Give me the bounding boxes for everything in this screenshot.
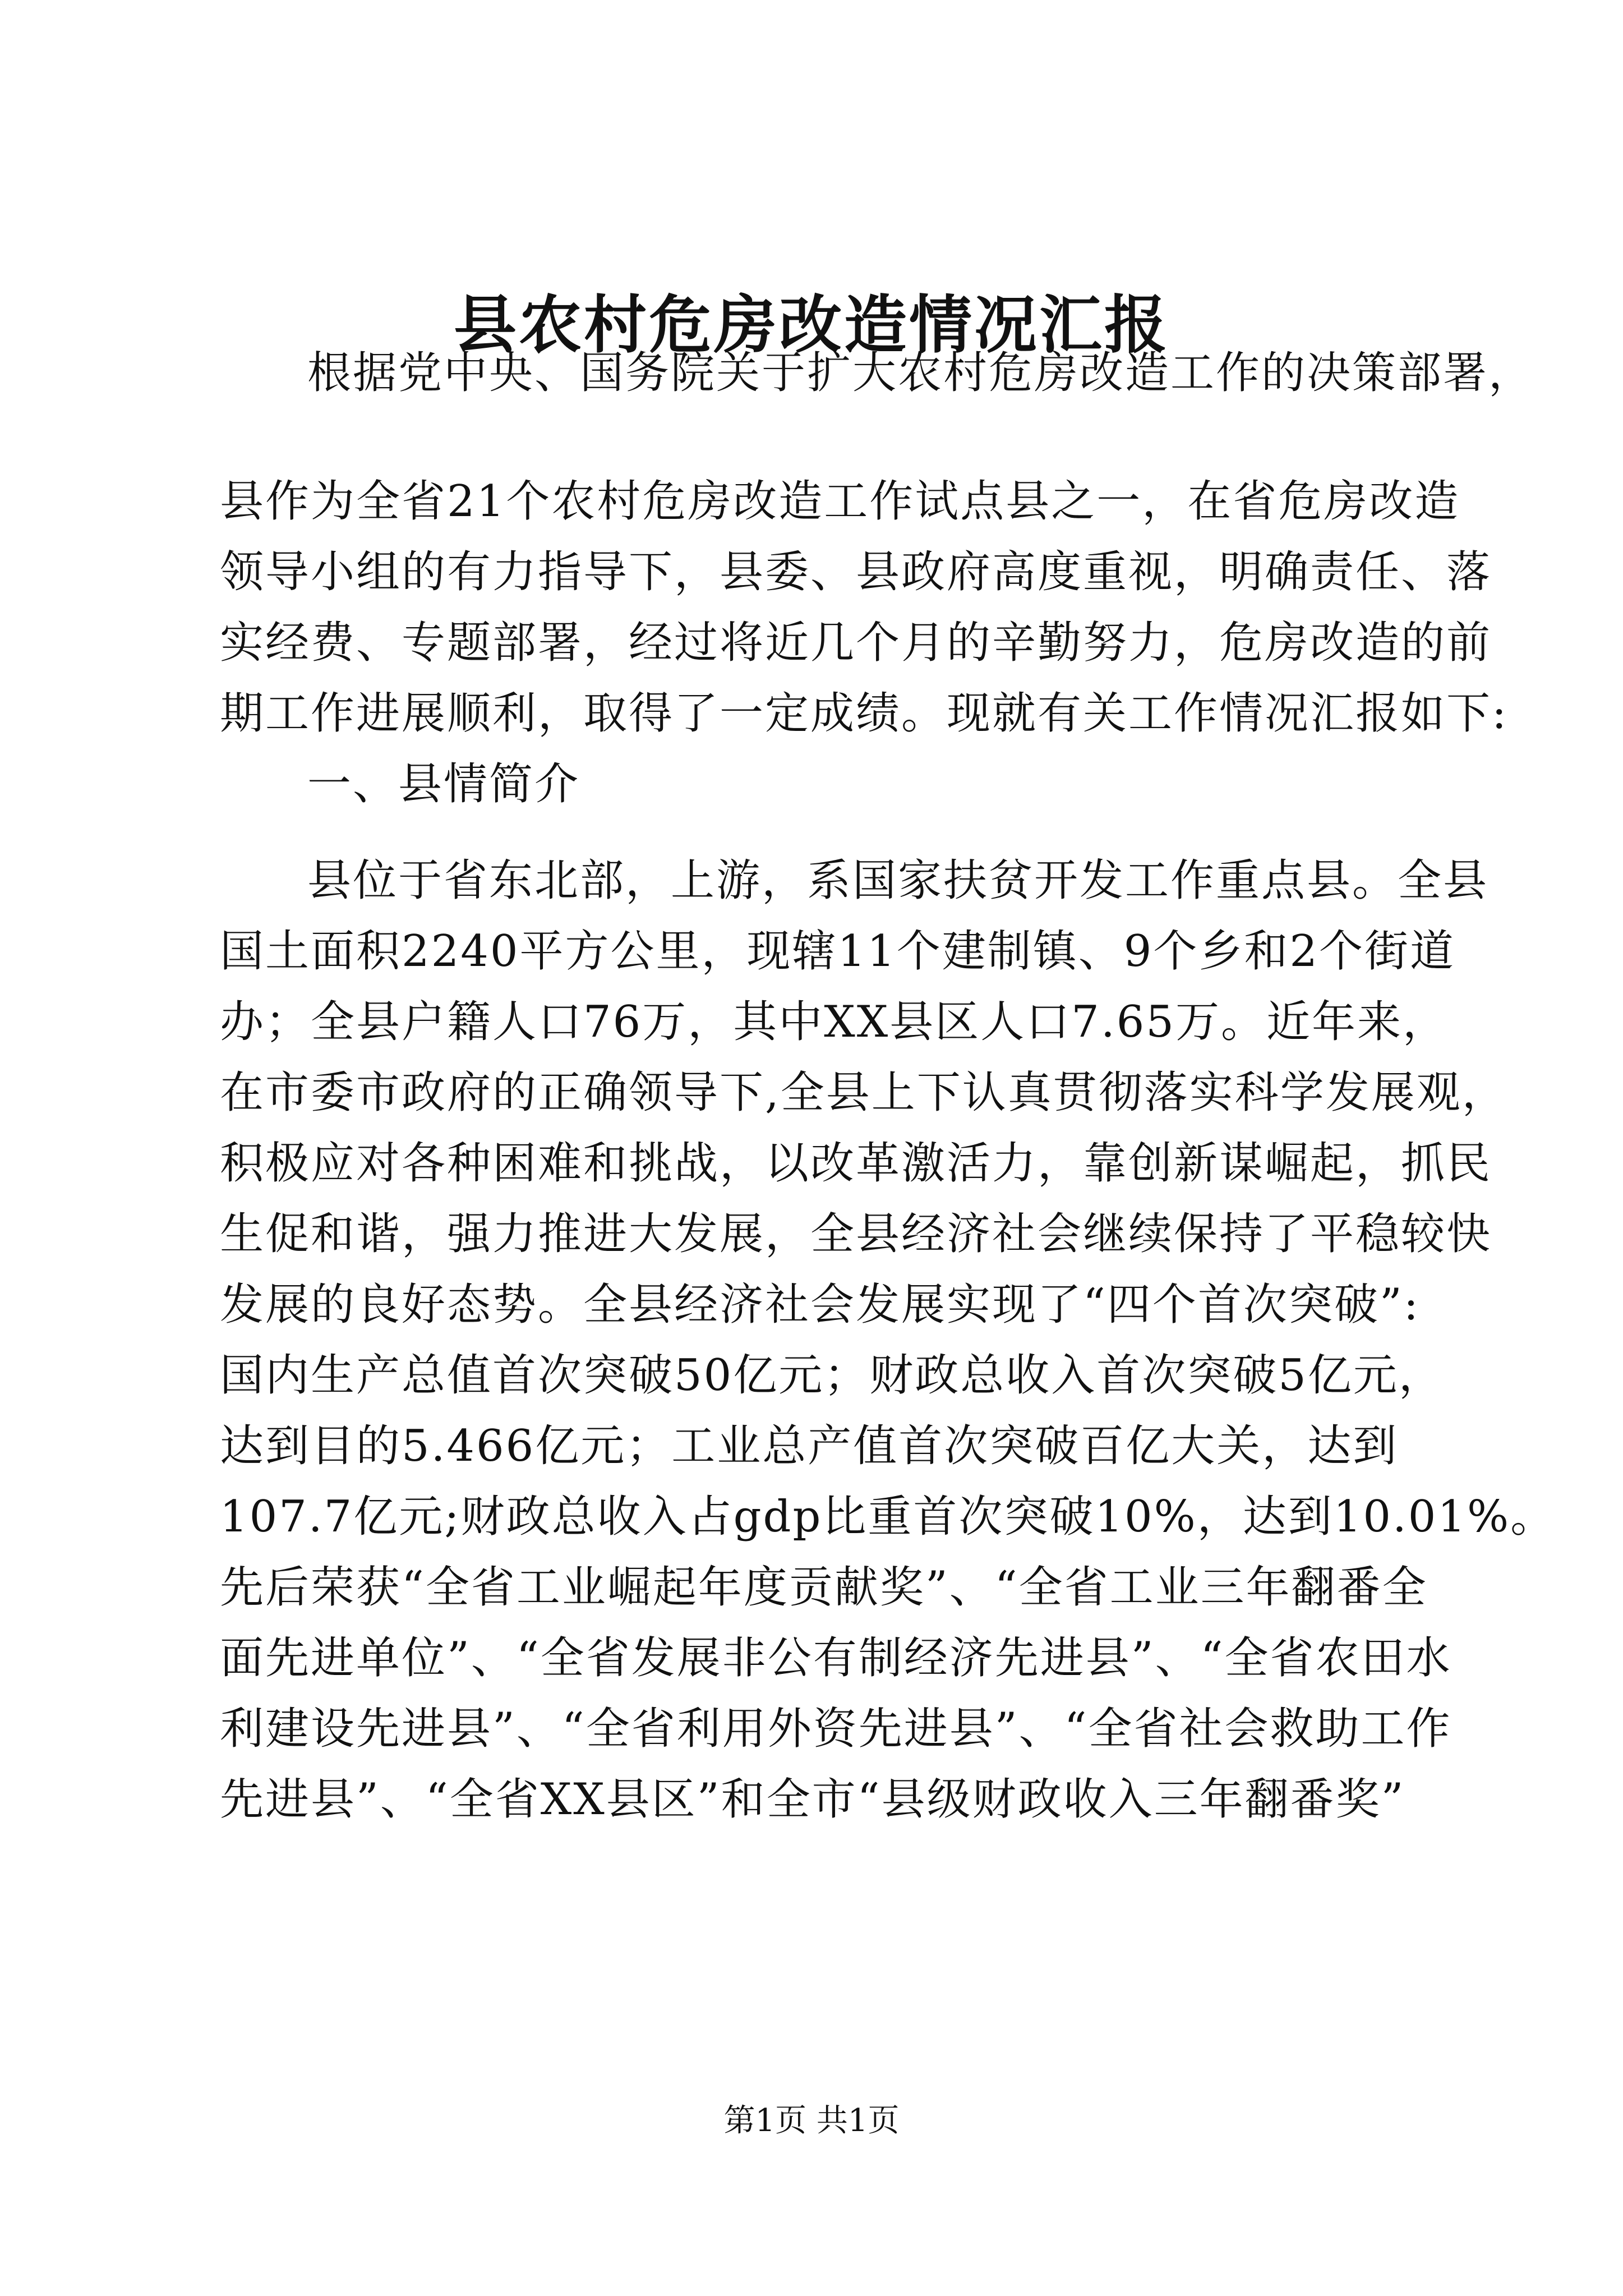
paragraph-line: 先进县”、“全省XX县区”和全市“县级财政收入三年翻番奖” <box>220 1774 1405 1825</box>
paragraph-line: 县作为全省21个农村危房改造工作试点县之一，在省危房改造 <box>220 476 1460 527</box>
paragraph-line: 县位于省东北部，上游，系国家扶贫开发工作重点县。全县 <box>307 855 1489 906</box>
paragraph-line: 达到目的5.466亿元；工业总产值首次突破百亿大关，达到 <box>220 1421 1399 1471</box>
paragraph-line: 发展的良好态势。全县经济社会发展实现了“四个首次突破”: <box>220 1280 1421 1330</box>
paragraph-line: 在市委市政府的正确领导下,全县上下认真贯彻落实科学发展观， <box>220 1068 1507 1118</box>
paragraph-line: 实经费、专题部署，经过将近几个月的辛勤努力，危房改造的前 <box>220 618 1492 668</box>
paragraph-line: 领导小组的有力指导下，县委、县政府高度重视，明确责任、落 <box>220 547 1492 597</box>
paragraph-line: 面先进单位”、“全省发展非公有制经济先进县”、“全省农田水 <box>220 1633 1452 1683</box>
paragraph-line: 期工作进展顺利，取得了一定成绩。现就有关工作情况汇报如下: <box>220 688 1509 739</box>
paragraph-line: 办；全县户籍人口76万，其中XX县区人口7.65万。近年来， <box>220 997 1448 1047</box>
page-number: 第1页 共1页 <box>723 2102 900 2139</box>
paragraph-line: 根据党中央、国务院关于扩大农村危房改造工作的决策部署， <box>307 348 1534 398</box>
paragraph-line: 积极应对各种困难和挑战，以改革激活力，靠创新谋崛起，抓民 <box>220 1138 1492 1189</box>
paragraph-line: 107.7亿元;财政总收入占gdp比重首次突破10%，达到10.01%。 <box>220 1492 1556 1542</box>
paragraph-line: 利建设先进县”、“全省利用外资先进县”、“全省社会救助工作 <box>220 1704 1452 1754</box>
paragraph-line: 国土面积2240平方公里，现辖11个建制镇、9个乡和2个街道 <box>220 926 1456 977</box>
paragraph-line: 先后荣获“全省工业崛起年度贡献奖”、“全省工业三年翻番全 <box>220 1562 1428 1613</box>
paragraph-line: 国内生产总值首次突破50亿元；财政总收入首次突破5亿元， <box>220 1350 1444 1401</box>
section-heading: 一、县情简介 <box>307 759 580 809</box>
paragraph-line: 生促和谐，强力推进大发展，全县经济社会继续保持了平稳较快 <box>220 1209 1492 1259</box>
document-title: 县农村危房改造情况汇报 <box>454 288 1169 362</box>
